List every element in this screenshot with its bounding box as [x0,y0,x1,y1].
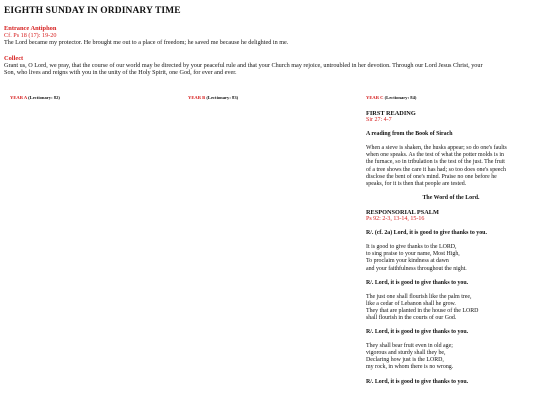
year-b-label: YEAR B [188,95,206,100]
stanza-line: To proclaim your kindness at dawn [366,258,449,265]
psalm-stanza [366,244,536,272]
year-c-readings [366,110,536,386]
stanza-line: to sing praise to your name, Most High, [366,251,460,258]
stanza-line: They that are planted in the house of the LORD [366,307,479,314]
entrance-antiphon-text: The Lord became my protector. He brought me out to a place of freedom; he saved me because he delighted in me. [4,39,289,46]
stanza-line: vigorous and sturdy shall they be, [366,350,446,357]
stanza-line: Declaring how just is the LORD, [366,357,444,364]
reading-line: When a sieve is shaken, the husks appear; so do one's faults [366,145,507,152]
reading-line: the furnace, so in tribulation is the test of the just. The fruit [366,159,505,166]
stanza-line: The just one shall flourish like the palm tree, [366,293,472,300]
stanza-line: shall flourish in the courts of our God. [366,314,457,321]
year-c-label: YEAR C [366,95,384,100]
collect-text-line-1: Grant us, O Lord, we pray, that the course of our world may be directed by your peaceful rule and that your Church may rejoice, untroubled in her devotion. Through our Lord Jesus Christ, your [4,62,483,69]
psalm-response: R/. Lord, it is good to give thanks to you. [366,279,469,286]
psalm-heading: RESPONSORIAL PSALM [366,208,439,216]
psalm-stanza [366,294,536,322]
psalm-stanza [366,343,536,371]
collect-text-line-2: Son, who lives and reigns with you in the unity of the Holy Spirit, one God, for ever and ever. [4,69,237,76]
psalm-response: R/. Lord, it is good to give thanks to you. [366,378,469,385]
year-c-lectionary: (Lectionary: 84) [384,95,417,100]
first-reading-heading: FIRST READING [366,110,416,117]
year-a-label: YEAR A [10,95,27,100]
stanza-line: It is good to give thanks to the LORD, [366,244,457,251]
first-reading-intro: A reading from the Book of Sirach [366,131,453,138]
reading-line: speaks, for it is then that people are tested. [366,180,467,187]
stanza-line: my rock, in whom there is no wrong. [366,364,454,371]
first-reading-reference: Sir 27: 4-7 [366,117,392,124]
entrance-antiphon-heading: Entrance Antiphon [4,25,57,32]
collect-heading: Collect [4,55,24,62]
stanza-line: like a cedar of Lebanon shall he grow. [366,300,456,307]
year-c-header [366,95,416,100]
reading-line: disclose the bent of one's mind. Praise no one before he [366,173,497,180]
year-a-header [10,95,60,100]
psalm-response: R/. (cf. 2a) Lord, it is good to give thanks to you. [366,230,487,237]
year-a-lectionary: (Lectionary: 82) [28,95,60,100]
word-of-the-lord: The Word of the Lord. [422,194,480,201]
reading-line: of a tree shows the care it has had; so too does one's speech [366,166,506,173]
entrance-antiphon-reference: Cf. Ps 18 (17): 19-20 [4,32,57,39]
stanza-line: and your faithfulness throughout the night. [366,265,467,272]
page-title: EIGHTH SUNDAY IN ORDINARY TIME [4,6,181,16]
stanza-line: They shall bear fruit even in old age; [366,343,453,350]
first-reading-text [366,145,536,188]
psalm-reference: Ps 92: 2-3, 13-14, 15-16 [366,216,425,223]
reading-line: when one speaks. As the test of what the potter molds is in [366,152,504,159]
year-b-lectionary: (Lectionary: 83) [206,95,239,100]
psalm-response: R/. Lord, it is good to give thanks to you. [366,329,469,336]
year-b-header [188,95,238,100]
